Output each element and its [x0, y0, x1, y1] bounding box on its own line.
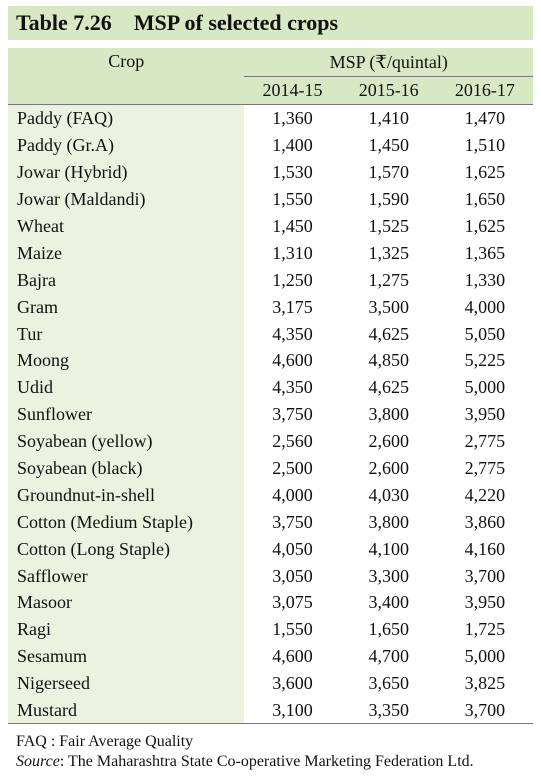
msp-value-cell: 1,250 [272, 269, 313, 290]
msp-value-cell: 4,100 [368, 538, 409, 559]
crop-name-cell: Paddy (Gr.A) [8, 132, 244, 159]
table-body [8, 105, 533, 724]
msp-value-cell: 1,550 [272, 189, 313, 210]
msp-value-cell: 3,800 [368, 511, 409, 532]
msp-value-cell: 4,000 [464, 296, 506, 317]
table-row [8, 347, 533, 374]
msp-value-cell: 4,350 [272, 323, 313, 344]
crop-column-header: Crop [8, 48, 244, 105]
msp-value-cell: 1,550 [272, 619, 313, 640]
crop-name-cell: Jowar (Hybrid) [8, 159, 244, 186]
year-header-2014-15: 2014-15 [244, 77, 340, 105]
msp-value-cell: 1,570 [368, 162, 409, 183]
table-title [8, 6, 533, 40]
year-header-2016-17: 2016-17 [437, 77, 533, 105]
table-row [8, 239, 533, 266]
table-header [8, 48, 533, 105]
msp-value-cell: 1,650 [464, 189, 506, 210]
msp-value-cell: 3,700 [437, 697, 533, 724]
table-row [8, 455, 533, 482]
msp-value-cell: 2,775 [464, 431, 506, 452]
crop-name-cell: Paddy (FAQ) [8, 105, 244, 132]
table-row [8, 105, 533, 132]
msp-value-cell: 3,825 [464, 673, 506, 694]
table-row [8, 616, 533, 643]
footnote: FAQ : Fair Average Quality [16, 733, 194, 750]
crop-name-cell: Mustard [8, 697, 244, 724]
table-row [8, 589, 533, 616]
msp-value-cell: 5,225 [464, 350, 506, 371]
msp-value-cell: 3,500 [368, 296, 409, 317]
crop-name-cell: Gram [8, 293, 244, 320]
crop-name-cell: Groundnut-in-shell [8, 481, 244, 508]
msp-value-cell: 3,350 [341, 697, 437, 724]
msp-value-cell: 3,600 [272, 673, 313, 694]
msp-value-cell: 3,950 [464, 404, 506, 425]
crop-name-cell: Udid [8, 374, 244, 401]
msp-value-cell: 3,700 [464, 565, 506, 586]
msp-value-cell: 3,300 [368, 565, 409, 586]
crop-name-cell: Wheat [8, 213, 244, 240]
msp-value-cell: 3,400 [368, 592, 409, 613]
msp-value-cell: 2,775 [464, 458, 506, 479]
msp-value-cell: 4,700 [368, 646, 409, 667]
year-header-2015-16: 2015-16 [341, 77, 437, 105]
msp-value-cell: 4,625 [368, 377, 409, 398]
msp-value-cell: 1,360 [272, 108, 313, 129]
msp-table [8, 48, 533, 724]
table-row [8, 401, 533, 428]
msp-value-cell: 3,800 [368, 404, 409, 425]
table-row [8, 293, 533, 320]
crop-name-cell: Moong [8, 347, 244, 374]
msp-group-header: MSP (₹/quintal) [244, 48, 533, 77]
msp-value-cell: 1,450 [368, 135, 409, 156]
crop-name-cell: Nigerseed [8, 670, 244, 697]
crop-name-cell: Soyabean (yellow) [8, 428, 244, 455]
msp-value-cell: 1,530 [272, 162, 313, 183]
msp-value-cell: 3,175 [272, 296, 313, 317]
msp-value-cell: 3,750 [272, 511, 313, 532]
msp-value-cell: 1,400 [272, 135, 313, 156]
msp-value-cell: 1,325 [368, 242, 409, 263]
msp-value-cell: 1,310 [272, 242, 313, 263]
table-title-text: MSP of selected crops [133, 10, 339, 35]
msp-value-cell: 3,050 [272, 565, 313, 586]
msp-value-cell: 1,650 [368, 619, 409, 640]
msp-value-cell: 4,600 [272, 646, 313, 667]
msp-value-cell: 3,650 [368, 673, 409, 694]
msp-value-cell: 1,330 [464, 269, 506, 290]
crop-name-cell: Ragi [8, 616, 244, 643]
crop-name-cell: Safflower [8, 562, 244, 589]
msp-value-cell: 1,365 [464, 242, 506, 263]
msp-value-cell: 3,100 [244, 697, 340, 724]
crop-name-cell: Soyabean (black) [8, 455, 244, 482]
msp-value-cell: 4,600 [272, 350, 313, 371]
msp-value-cell: 4,350 [272, 377, 313, 398]
msp-value-cell: 3,075 [272, 592, 313, 613]
msp-value-cell: 1,275 [368, 269, 409, 290]
msp-value-cell: 2,600 [368, 431, 409, 452]
table-row [8, 213, 533, 240]
table-row [8, 697, 533, 724]
crop-name-cell: Jowar (Maldandi) [8, 186, 244, 213]
msp-value-cell: 1,590 [368, 189, 409, 210]
table-notes [16, 732, 474, 772]
table-row [8, 320, 533, 347]
msp-value-cell: 4,000 [272, 484, 313, 505]
crop-name-cell: Sesamum [8, 643, 244, 670]
table-row [8, 132, 533, 159]
msp-value-cell: 3,860 [464, 511, 506, 532]
msp-value-cell: 4,160 [464, 538, 506, 559]
crop-name-cell: Cotton (Long Staple) [8, 535, 244, 562]
msp-value-cell: 2,500 [272, 458, 313, 479]
crop-name-cell: Sunflower [8, 401, 244, 428]
msp-value-cell: 1,725 [464, 619, 506, 640]
msp-value-cell: 3,750 [272, 404, 313, 425]
msp-value-cell: 4,850 [368, 350, 409, 371]
msp-value-cell: 1,625 [464, 162, 506, 183]
table-row [8, 643, 533, 670]
table-number: Table 7.26 [16, 10, 112, 35]
msp-value-cell: 1,470 [464, 108, 506, 129]
crop-name-cell: Bajra [8, 266, 244, 293]
msp-value-cell: 4,030 [368, 484, 409, 505]
table-row [8, 670, 533, 697]
table-row [8, 481, 533, 508]
table-row [8, 266, 533, 293]
table-row [8, 428, 533, 455]
msp-value-cell: 2,560 [272, 431, 313, 452]
table-row [8, 535, 533, 562]
source-line [16, 752, 474, 772]
msp-value-cell: 4,220 [464, 484, 506, 505]
table-row [8, 159, 533, 186]
source-text: : The Maharashtra State Co-operative Marketing Federation Ltd. [59, 753, 474, 770]
crop-name-cell: Maize [8, 239, 244, 266]
msp-value-cell: 5,000 [464, 377, 506, 398]
msp-value-cell: 1,450 [272, 216, 313, 236]
crop-name-cell: Cotton (Medium Staple) [8, 508, 244, 535]
msp-value-cell: 3,950 [464, 592, 506, 613]
msp-value-cell: 5,000 [464, 646, 506, 667]
msp-value-cell: 1,625 [464, 216, 506, 236]
msp-value-cell: 1,510 [464, 135, 506, 156]
table-row [8, 374, 533, 401]
table-row [8, 508, 533, 535]
msp-value-cell: 1,525 [368, 216, 409, 236]
msp-value-cell: 4,050 [272, 538, 313, 559]
msp-value-cell: 2,600 [368, 458, 409, 479]
source-label: Source [16, 753, 60, 770]
table-row [8, 186, 533, 213]
crop-name-cell: Masoor [8, 589, 244, 616]
msp-value-cell: 5,050 [464, 323, 506, 344]
crop-name-cell: Tur [8, 320, 244, 347]
msp-value-cell: 1,410 [368, 108, 409, 129]
table-row [8, 562, 533, 589]
msp-value-cell: 4,625 [368, 323, 409, 344]
